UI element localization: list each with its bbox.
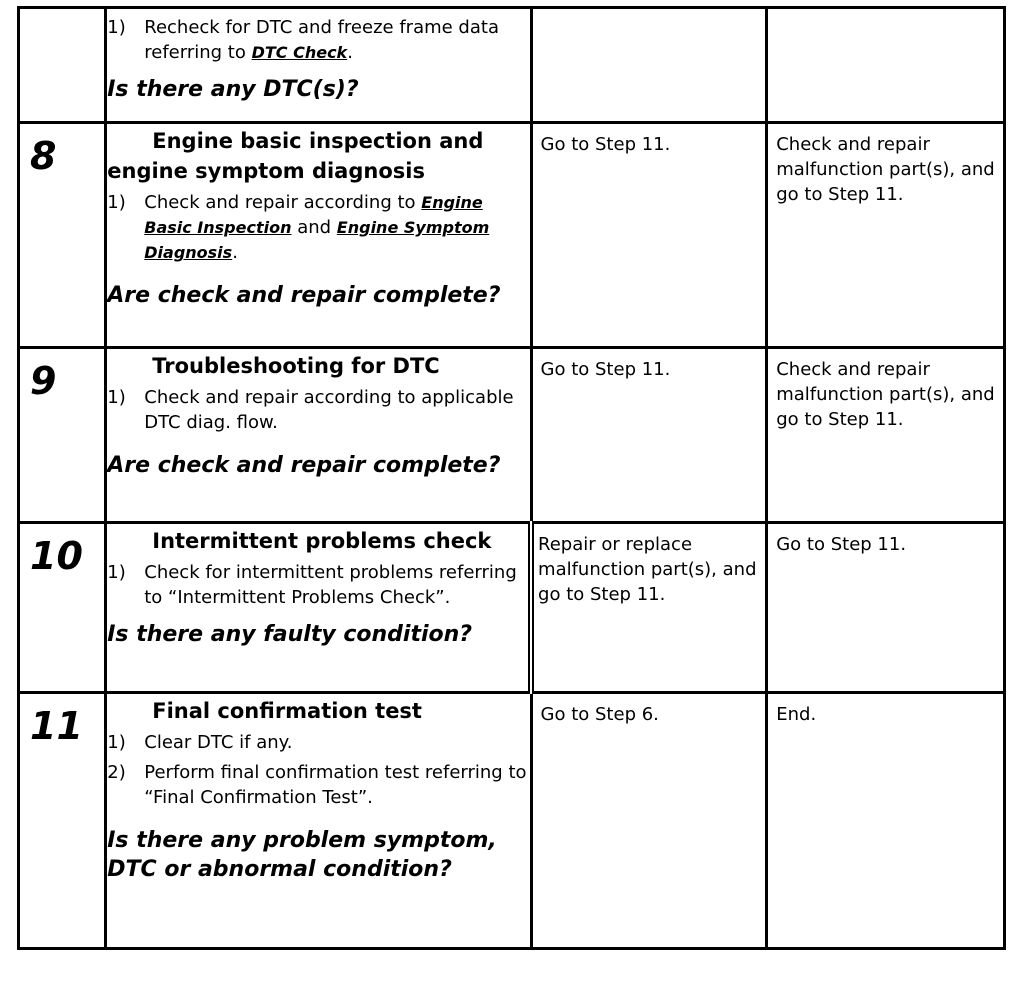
list-item: 2) Perform final confirmation test referring to “Final Confirmation Test”. [107, 762, 527, 808]
table-row [19, 693, 1005, 949]
engine-basic-inspection-link[interactable]: Engine Basic Inspection [144, 193, 483, 237]
yes-cell: Repair or replace malfunction part(s), and go to Step 11. [531, 523, 767, 693]
list-item: 1) Check for intermittent problems referring to “Intermittent Problems Check”. [107, 562, 517, 608]
no-cell: Check and repair malfunction part(s), and go to Step 11. [767, 123, 1005, 348]
no-cell: End. [767, 693, 1005, 949]
list-item: 1) Check and repair according to applicable DTC diag. flow. [107, 387, 514, 433]
action-cell [106, 523, 531, 693]
yes-cell: Go to Step 6. [531, 693, 767, 949]
no-cell [767, 8, 1005, 123]
step-heading: Final confirmation test [152, 699, 422, 723]
step-number: 10 [30, 534, 83, 578]
step-heading: Intermittent problems check [152, 529, 492, 553]
step-cell [19, 8, 106, 123]
step-cell [19, 693, 106, 949]
step-number: 11 [30, 704, 83, 748]
list-item: 1) Recheck for DTC and freeze frame data referring to DTC Check. [107, 17, 499, 63]
table-row [19, 123, 1005, 348]
step-cell [19, 123, 106, 348]
step-number [20, 9, 104, 21]
action-cell [106, 693, 531, 949]
question-text: Is there any faulty condition? [107, 622, 473, 647]
engine-symptom-diagnosis-link[interactable]: Engine Symptom Diagnosis [144, 218, 490, 262]
list-item: 1) Clear DTC if any. [107, 732, 293, 753]
list-item: 1) Check and repair according to Engine Basic Inspection and Engine Symptom Diagnosis. [107, 192, 490, 263]
question-text: Are check and repair complete? [107, 453, 501, 478]
action-cell [106, 348, 531, 523]
action-cell [106, 123, 531, 348]
action-cell [106, 8, 531, 123]
yes-cell: Go to Step 11. [531, 348, 767, 523]
yes-cell: Go to Step 11. [531, 123, 767, 348]
question-text: Are check and repair complete? [107, 283, 501, 308]
table-row [19, 8, 1005, 123]
question-text: Is there any DTC(s)? [107, 77, 359, 102]
step-number: 9 [30, 359, 57, 403]
table-row [19, 348, 1005, 523]
step-heading: Engine basic inspection and engine symptom diagnosis [107, 129, 484, 183]
yes-cell [531, 8, 767, 123]
no-cell: Go to Step 11. [767, 523, 1005, 693]
question-text: Is there any problem symptom, DTC or abnormal condition? [107, 828, 497, 882]
no-cell: Check and repair malfunction part(s), and go to Step 11. [767, 348, 1005, 523]
diagnostic-flow-table [17, 6, 1006, 950]
step-cell [19, 523, 106, 693]
step-cell [19, 348, 106, 523]
step-number: 8 [30, 134, 57, 178]
table-row [19, 523, 1005, 693]
step-heading: Troubleshooting for DTC [152, 354, 440, 378]
dtc-check-link[interactable]: DTC Check [251, 43, 348, 62]
